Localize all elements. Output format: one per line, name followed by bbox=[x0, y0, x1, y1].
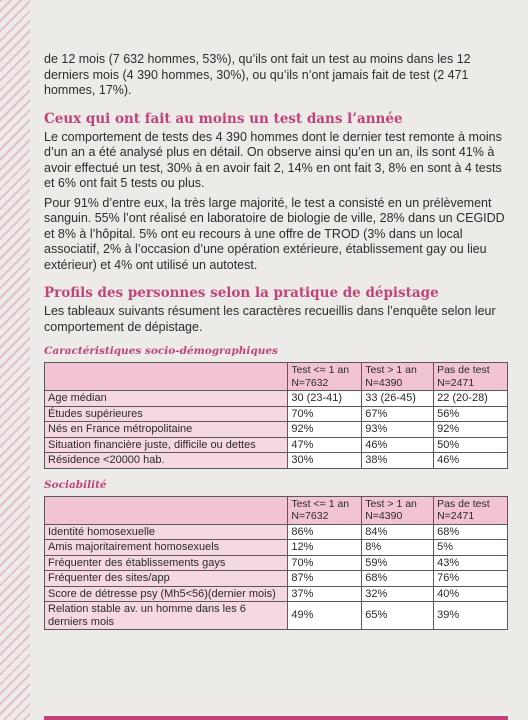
page-edge-hatch bbox=[0, 0, 30, 720]
row-label: Age médian bbox=[45, 391, 288, 407]
cell-value: 86% bbox=[288, 524, 362, 540]
cell-value: 8% bbox=[362, 540, 434, 556]
cell-value: 5% bbox=[434, 540, 508, 556]
header-cell: Test > 1 an N=4390 bbox=[362, 496, 434, 524]
table-header-row bbox=[45, 363, 508, 391]
table-socio-demographique bbox=[44, 362, 508, 469]
cell-value: 65% bbox=[362, 602, 434, 630]
header-cell: Test <= 1 an N=7632 bbox=[288, 363, 362, 391]
cell-value: 46% bbox=[434, 453, 508, 469]
cell-value: 38% bbox=[362, 453, 434, 469]
table-row bbox=[45, 586, 508, 602]
header-cell: Test > 1 an N=4390 bbox=[362, 363, 434, 391]
cell-value: 67% bbox=[362, 406, 434, 422]
header-cell: Pas de test N=2471 bbox=[434, 363, 508, 391]
table-header-row bbox=[45, 496, 508, 524]
cell-value: 49% bbox=[288, 602, 362, 630]
cell-value: 22 (20-28) bbox=[434, 391, 508, 407]
page-content bbox=[44, 52, 508, 630]
cell-value: 37% bbox=[288, 586, 362, 602]
row-label: Fréquenter des établissements gays bbox=[45, 555, 288, 571]
cell-value: 46% bbox=[362, 437, 434, 453]
section-heading-profils: Profils des personnes selon la pratique de dépistage bbox=[44, 285, 439, 301]
cell-value: 47% bbox=[288, 437, 362, 453]
table-row bbox=[45, 422, 508, 438]
comportement-paragraph: Le comportement de tests des 4 390 hommes dont le dernier test remonte à moins d’un an a été analysé plus en détail. On observe ainsi qu’en un an, ils sont 41% à avoir effectué un test, 30% à en avoir fait 2, 14% en ont fait 3, 8% en sont à 4 tests et 6% ont fait 5 tests ou plus. bbox=[44, 129, 502, 190]
table-row bbox=[45, 453, 508, 469]
table-caption-sociabilite: Sociabilité bbox=[44, 478, 107, 491]
table-row bbox=[45, 524, 508, 540]
cell-value: 33 (26-45) bbox=[362, 391, 434, 407]
table-row bbox=[45, 437, 508, 453]
table-row bbox=[45, 602, 508, 630]
row-label: Nés en France métropolitaine bbox=[45, 422, 288, 438]
row-label: Identité homosexuelle bbox=[45, 524, 288, 540]
row-label: Situation financière juste, difficile ou dettes bbox=[45, 437, 288, 453]
cell-value: 70% bbox=[288, 406, 362, 422]
cell-value: 30 (23-41) bbox=[288, 391, 362, 407]
header-cell bbox=[45, 496, 288, 524]
row-label: Fréquenter des sites/app bbox=[45, 571, 288, 587]
cell-value: 56% bbox=[434, 406, 508, 422]
cell-value: 50% bbox=[434, 437, 508, 453]
cell-value: 70% bbox=[288, 555, 362, 571]
table-sociabilite bbox=[44, 496, 508, 631]
cell-value: 68% bbox=[434, 524, 508, 540]
profils-paragraph: Les tableaux suivants résument les caractères recueillis dans l’enquête selon leur comportement de dépistage. bbox=[44, 304, 496, 334]
table-row bbox=[45, 391, 508, 407]
cell-value: 43% bbox=[434, 555, 508, 571]
header-cell: Test <= 1 an N=7632 bbox=[288, 496, 362, 524]
cell-value: 30% bbox=[288, 453, 362, 469]
table-caption-socio: Caractéristiques socio-démographiques bbox=[44, 345, 278, 357]
row-label: Score de détresse psy (Mh5<56)(dernier mois) bbox=[45, 586, 288, 602]
row-label: Relation stable av. un homme dans les 6 derniers mois bbox=[45, 602, 288, 630]
cell-value: 92% bbox=[288, 422, 362, 438]
cell-value: 12% bbox=[288, 540, 362, 556]
table-row bbox=[45, 406, 508, 422]
header-cell bbox=[45, 363, 288, 391]
cell-value: 32% bbox=[362, 586, 434, 602]
cell-value: 40% bbox=[434, 586, 508, 602]
row-label: Études supérieures bbox=[45, 406, 288, 422]
header-cell: Pas de test N=2471 bbox=[434, 496, 508, 524]
section-heading-annual-test: Ceux qui ont fait au moins un test dans l’année bbox=[44, 110, 403, 127]
cell-value: 93% bbox=[362, 422, 434, 438]
intro-paragraph: de 12 mois (7 632 hommes, 53%), qu’ils ont fait un test au moins dans les 12 derniers mois (4 390 hommes, 30%), ou qu’ils n’ont jamais fait de test (2 471 hommes, 17%). bbox=[44, 52, 471, 97]
cell-value: 92% bbox=[434, 422, 508, 438]
prelevement-paragraph: Pour 91% d’entre eux, la très large majorité, le test a consisté en un prélèvement sanguin. 55% l’ont réalisé en laboratoire de biologie de ville, 28% dans un CEGIDD et 8% à l’hôpital. 5% ont eu recours à une offre de TROD (3% dans un local associatif, 2% à l’occasion d’une opération extérieure, établissement gay ou lieu extérieur) et 4% ont utilisé un autotest. bbox=[44, 195, 505, 272]
cell-value: 68% bbox=[362, 571, 434, 587]
cell-value: 59% bbox=[362, 555, 434, 571]
table-row bbox=[45, 540, 508, 556]
cell-value: 84% bbox=[362, 524, 434, 540]
row-label: Résidence <20000 hab. bbox=[45, 453, 288, 469]
table-row bbox=[45, 555, 508, 571]
page-bottom-accent bbox=[44, 716, 508, 720]
row-label: Amis majoritairement homosexuels bbox=[45, 540, 288, 556]
cell-value: 87% bbox=[288, 571, 362, 587]
cell-value: 39% bbox=[434, 602, 508, 630]
cell-value: 76% bbox=[434, 571, 508, 587]
table-row bbox=[45, 571, 508, 587]
